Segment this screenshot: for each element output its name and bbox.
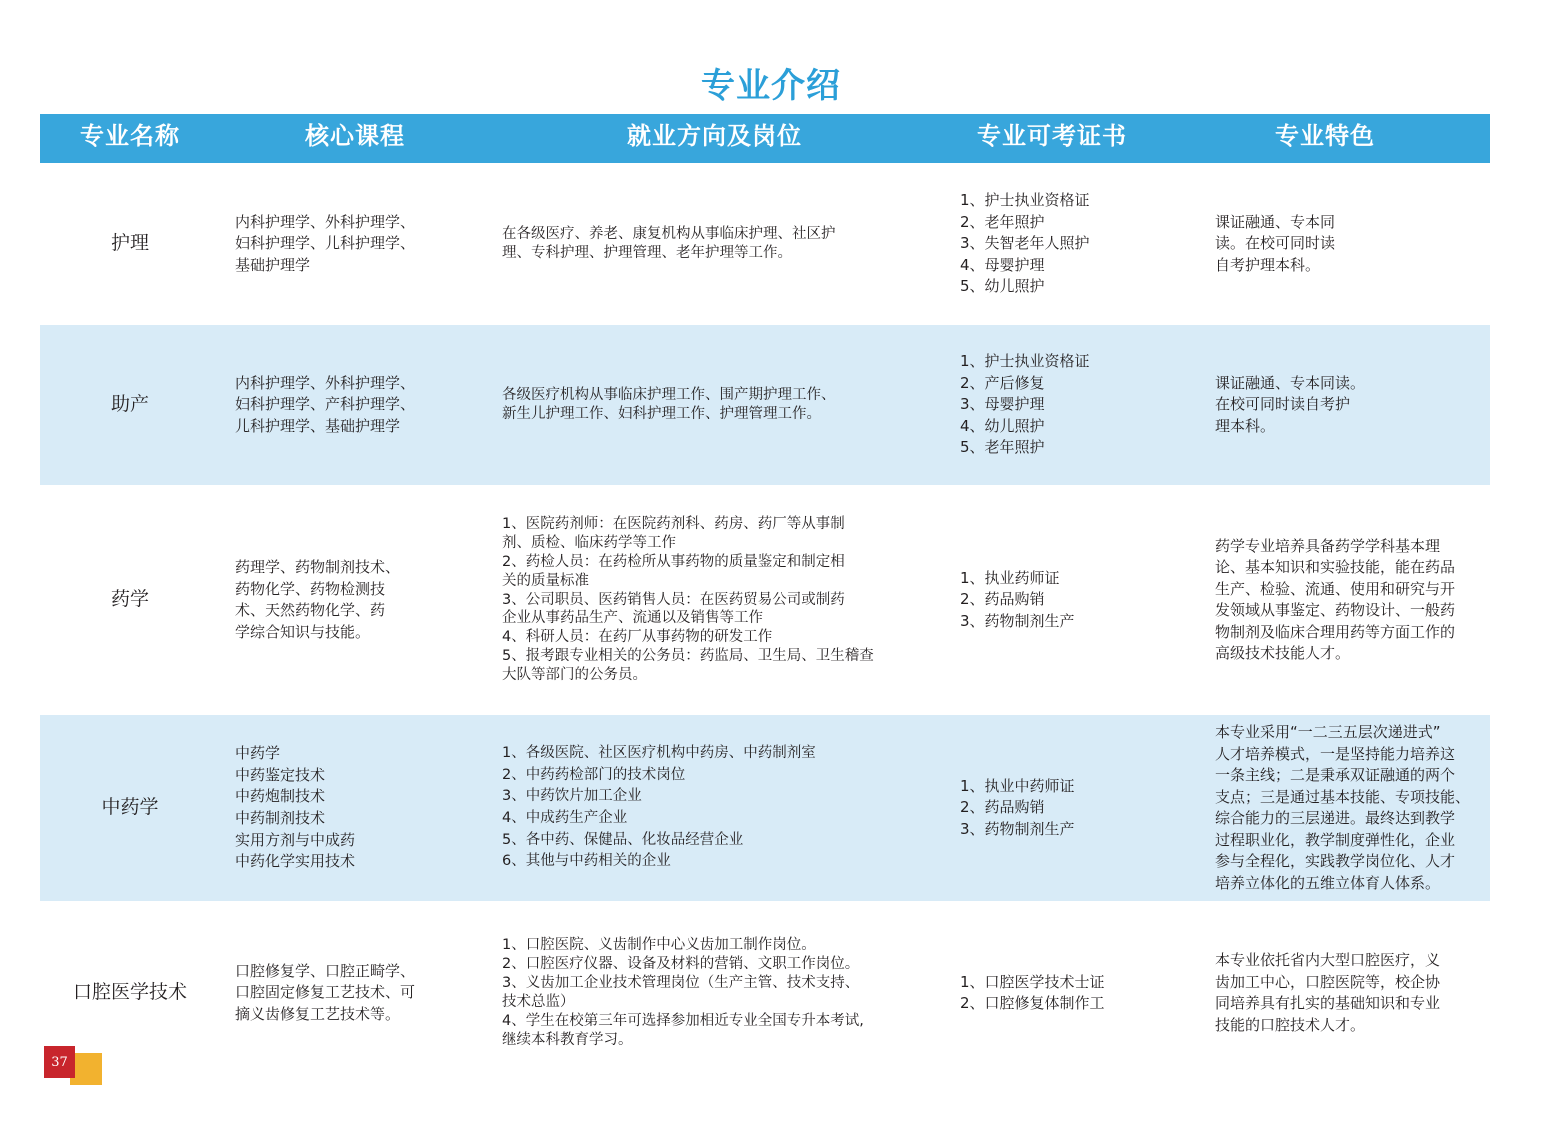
- employment: 1、各级医院、社区医疗机构中药房、中药制剂室 2、中药药检部门的技术岗位 3、中药饮片加工企业 4、中成药生产企业 5、各中药、保健品、化妆品经营企业 6、其他与中药相关的企业: [502, 744, 816, 870]
- employment: 1、口腔医院、义齿制作中心义齿加工制作岗位。 2、口腔医疗仪器、设备及材料的营销、文职工作岗位。 3、义齿加工企业技术管理岗位（生产主管、技术支持、 技术总监） 4、学生在校第三年可选择参加相近专业全国专升本考试, 继续本科教育学习。: [502, 937, 864, 1048]
- header-core-courses: 核心课程: [305, 122, 405, 150]
- header-features: 专业特色: [1275, 122, 1375, 150]
- certificates: 1、执业中药师证 2、药品购销 3、药物制剂生产: [960, 776, 1075, 838]
- table-header: [40, 114, 1490, 163]
- major-name: 护理: [110, 232, 149, 255]
- core-courses: 中药学 中药鉴定技术 中药炮制技术 中药制剂技术 实用方剂与中成药 中药化学实用技术: [235, 743, 356, 871]
- certificates: 1、护士执业资格证 2、老年照护 3、失智老年人照护 4、母婴护理 5、幼儿照护: [960, 191, 1090, 296]
- certificates: 1、口腔医学技术士证 2、口腔修复体制作工: [960, 972, 1105, 1012]
- page-number: 37: [44, 1046, 75, 1078]
- core-courses: 口腔修复学、口腔正畸学、 口腔固定修复工艺技术、可 摘义齿修复工艺技术等。: [235, 961, 416, 1023]
- core-courses: 内科护理学、外科护理学、 妇科护理学、产科护理学、 儿科护理学、基础护理学: [235, 373, 416, 435]
- major-name: 助产: [110, 393, 149, 416]
- major-name: 口腔医学技术: [72, 981, 187, 1004]
- employment: 各级医疗机构从事临床护理工作、围产期护理工作、 新生儿护理工作、妇科护理工作、护理管理工作。: [502, 387, 836, 422]
- table-row-nursing: [40, 163, 1490, 325]
- table-row-midwifery: [40, 325, 1490, 485]
- core-courses: 药理学、药物制剂技术、 药物化学、药物检测技 术、天然药物化学、药 学综合知识与技能。: [235, 558, 401, 641]
- core-courses: 内科护理学、外科护理学、 妇科护理学、儿科护理学、 基础护理学: [235, 212, 416, 274]
- major-name: 中药学: [101, 796, 159, 819]
- certificates: 1、护士执业资格证 2、产后修复 3、母婴护理 4、幼儿照护 5、老年照护: [960, 352, 1090, 457]
- features: 本专业依托省内大型口腔医疗，义 齿加工中心，口腔医院等，校企协 同培养具有扎实的基础知识和专业 技能的口腔技术人才。: [1215, 951, 1441, 1034]
- table-row-dental-technology: [40, 901, 1490, 1085]
- employment: 1、医院药剂师：在医院药剂科、药房、药厂等从事制 剂、质检、临床药学等工作 2、药检人员：在药检所从事药物的质量鉴定和制定相 关的质量标准 3、公司职员、医药销售人员：在医药贸易公司或制药 企业从事药品生产、流通以及销售等工作 4、科研人员：在药厂从事药物的研发工作 5、报考跟专业相关的公务员：药监局、卫生局、卫生稽查 大队等部门的公务员。: [502, 516, 874, 683]
- features: 药学专业培养具备药学学科基本理 论、基本知识和实验技能，能在药品 生产、检验、流通、使用和研究与开 发领域从事鉴定、药物设计、一般药 物制剂及临床合理用药等方面工作的 高级技术技能人才。: [1215, 536, 1456, 662]
- certificates: 1、执业药师证 2、药品购销 3、药物制剂生产: [960, 568, 1075, 630]
- page-title: 专业介绍: [701, 66, 841, 106]
- features: 课证融通、专本同读。 在校可同时读自考护 理本科。: [1215, 373, 1366, 435]
- employment: 在各级医疗、养老、康复机构从事临床护理、社区护 理、专科护理、护理管理、老年护理等工作。: [502, 226, 836, 261]
- header-major-name: 专业名称: [80, 122, 180, 150]
- header-employment: 就业方向及岗位: [627, 122, 802, 150]
- table-row-tcm-pharmacy: [40, 715, 1490, 901]
- table-row-pharmacy: [40, 485, 1490, 715]
- header-certificates: 专业可考证书: [977, 122, 1127, 150]
- major-name: 药学: [110, 588, 149, 611]
- features: 课证融通、专本同 读。在校可同时读 自考护理本科。: [1215, 212, 1336, 274]
- features: 本专业采用“一二三五层次递进式” 人才培养模式，一是坚持能力培养这 一条主线；二是秉承双证融通的两个 支点；三是通过基本技能、专项技能、 综合能力的三层递进。最终达到教学 过程职业化，教学制度弹性化，企业 参与全程化，实践教学岗位化、人才 培养立体化的五维立体育人体系。: [1215, 723, 1471, 892]
